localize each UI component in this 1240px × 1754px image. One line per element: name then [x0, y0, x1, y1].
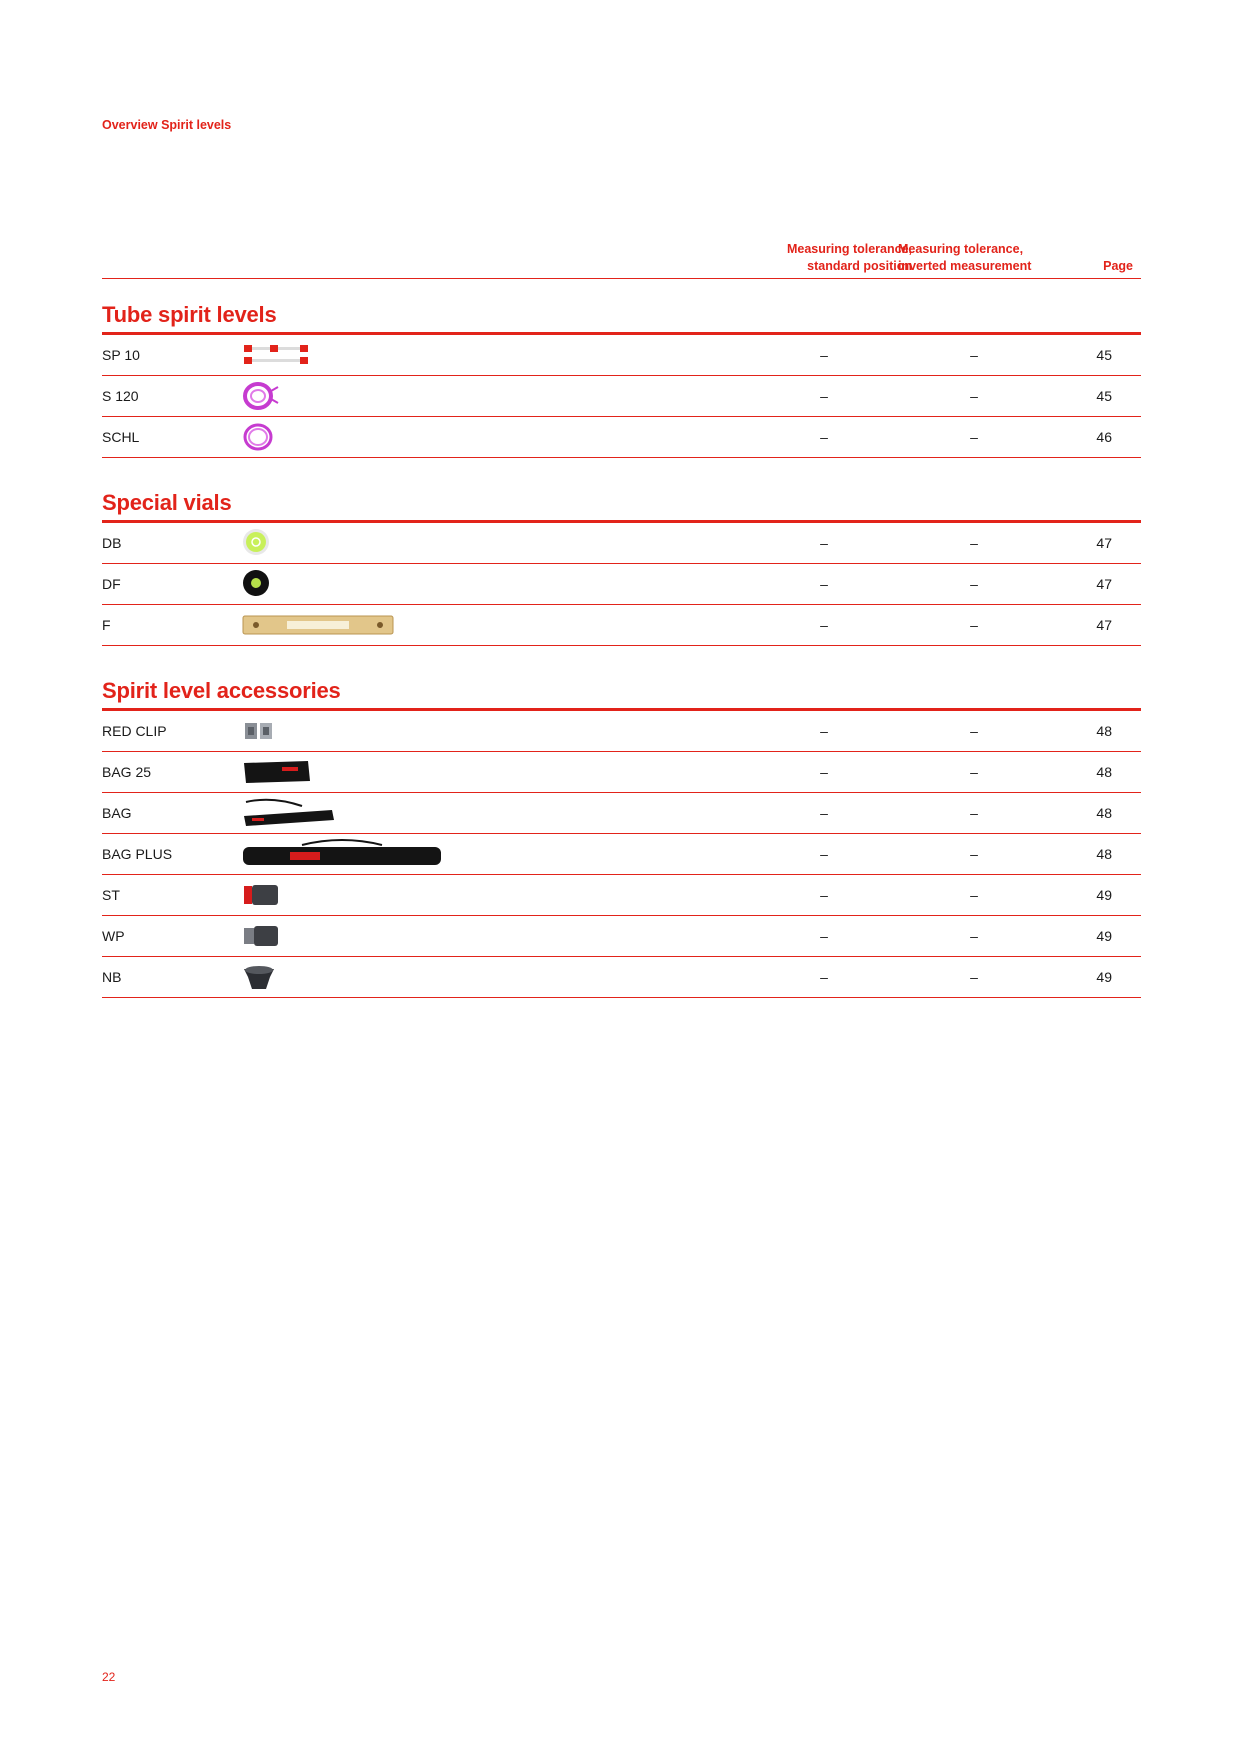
product-name: RED CLIP: [102, 723, 167, 739]
tolerance-inverted: –: [970, 969, 978, 985]
header-rule: [102, 278, 1141, 279]
table-row: [102, 834, 1141, 875]
table-row: [102, 711, 1141, 752]
column-header-page: [1083, 258, 1133, 275]
tolerance-standard: –: [820, 764, 828, 780]
product-name: F: [102, 617, 111, 633]
product-name: WP: [102, 928, 125, 944]
tolerance-inverted: –: [970, 617, 978, 633]
tolerance-standard: –: [820, 805, 828, 821]
section-special-vials: [102, 488, 1141, 646]
wp-icon: [242, 923, 282, 949]
product-name: ST: [102, 887, 120, 903]
table-row: [102, 875, 1141, 916]
column-header-standard-line1: Measuring tolerance,: [786, 242, 912, 256]
f-vial-icon: [242, 612, 394, 638]
table-row: [102, 523, 1141, 564]
tolerance-standard: –: [820, 617, 828, 633]
page-reference: 49: [1096, 887, 1112, 903]
column-header-standard: [712, 241, 912, 275]
page-reference: 48: [1096, 764, 1112, 780]
product-name: S 120: [102, 388, 139, 404]
page-reference: 47: [1096, 617, 1112, 633]
db-vial-icon: [242, 530, 272, 556]
section-title: Tube spirit levels: [102, 302, 277, 327]
tolerance-inverted: –: [970, 764, 978, 780]
product-name: DF: [102, 576, 121, 592]
tolerance-inverted: –: [970, 429, 978, 445]
table-row: [102, 605, 1141, 646]
red-clip-icon: [242, 718, 276, 744]
product-name: BAG PLUS: [102, 846, 173, 862]
table-row: [102, 752, 1141, 793]
column-header-inverted-line1: Measuring tolerance,: [898, 242, 1024, 256]
tolerance-inverted: –: [970, 846, 978, 862]
table-row: [102, 376, 1141, 417]
table-row: [102, 793, 1141, 834]
product-name: BAG 25: [102, 764, 152, 780]
section-tube-spirit-levels: [102, 300, 1141, 458]
page-reference: 48: [1096, 846, 1112, 862]
page-reference: 48: [1096, 723, 1112, 739]
product-name: SP 10: [102, 347, 140, 363]
tolerance-inverted: –: [970, 723, 978, 739]
page-reference: 46: [1096, 429, 1112, 445]
tolerance-standard: –: [820, 347, 828, 363]
bag-icon: [242, 800, 336, 826]
tolerance-standard: –: [820, 887, 828, 903]
table-row: [102, 335, 1141, 376]
page-reference: 48: [1096, 805, 1112, 821]
section-title: Special vials: [102, 490, 232, 515]
product-name: DB: [102, 535, 122, 551]
tolerance-standard: –: [820, 928, 828, 944]
breadcrumb: Overview Spirit levels: [102, 118, 232, 132]
tolerance-standard: –: [820, 576, 828, 592]
tolerance-standard: –: [820, 535, 828, 551]
page-reference: 49: [1096, 928, 1112, 944]
table-row: [102, 417, 1141, 458]
column-header-inverted-line2: inverted measurement: [898, 259, 1032, 273]
column-header-standard-line2: standard position: [807, 259, 912, 273]
nb-icon: [242, 964, 276, 990]
tolerance-inverted: –: [970, 805, 978, 821]
section-title: Spirit level accessories: [102, 678, 341, 703]
tolerance-standard: –: [820, 723, 828, 739]
schl-icon: [242, 424, 276, 450]
tolerance-inverted: –: [970, 928, 978, 944]
product-name: BAG: [102, 805, 132, 821]
page-number: 22: [102, 1670, 116, 1684]
product-name: NB: [102, 969, 122, 985]
sp10-icon: [242, 342, 312, 368]
page-reference: 49: [1096, 969, 1112, 985]
column-header-inverted: [898, 241, 1058, 275]
tolerance-inverted: –: [970, 535, 978, 551]
s120-icon: [242, 383, 282, 409]
df-vial-icon: [242, 571, 272, 597]
column-header-page-label: Page: [1103, 259, 1133, 273]
st-icon: [242, 882, 282, 908]
page-reference: 45: [1096, 388, 1112, 404]
tolerance-standard: –: [820, 969, 828, 985]
page-reference: 45: [1096, 347, 1112, 363]
bag-plus-icon: [242, 841, 442, 867]
tolerance-inverted: –: [970, 347, 978, 363]
tolerance-inverted: –: [970, 887, 978, 903]
table-row: [102, 957, 1141, 998]
tolerance-standard: –: [820, 429, 828, 445]
tolerance-standard: –: [820, 388, 828, 404]
bag25-icon: [242, 759, 312, 785]
tolerance-standard: –: [820, 846, 828, 862]
page-reference: 47: [1096, 576, 1112, 592]
table-row: [102, 916, 1141, 957]
page-reference: 47: [1096, 535, 1112, 551]
tolerance-inverted: –: [970, 576, 978, 592]
section-spirit-level-accessories: [102, 676, 1141, 998]
tolerance-inverted: –: [970, 388, 978, 404]
product-name: SCHL: [102, 429, 140, 445]
table-row: [102, 564, 1141, 605]
